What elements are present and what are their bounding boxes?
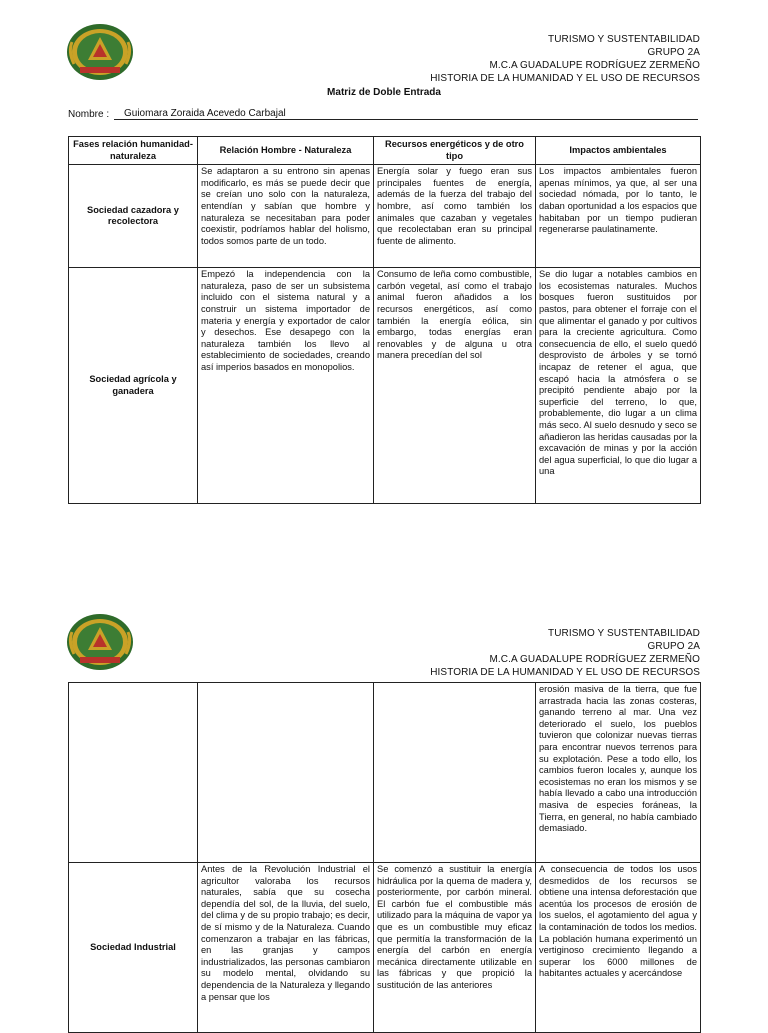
table-header-row (69, 137, 701, 165)
course-header (430, 627, 700, 679)
table-row (69, 268, 701, 504)
double-entry-matrix-continued (68, 682, 701, 1033)
group-label: GRUPO 2A (647, 641, 700, 652)
column-header: Relación Hombre - Naturaleza (198, 137, 374, 165)
course-name: TURISMO Y SUSTENTABILIDAD (548, 34, 700, 45)
name-label: Nombre : (68, 109, 110, 120)
resources-cell: Se comenzó a sustituir la energía hidráulica por la quema de madera y, posteriormente, por carbón mineral. El carbón fue el combustible más utilizado para la máquina de vapor ya que es un combustible muy eficaz que permitía la transformación de la energía del carbón en energía mecánica directamente utilizable en las fábricas y que propició la sustitución de las anteriores (374, 863, 536, 1033)
column-header: Fases relación humanidad-naturaleza (69, 137, 198, 165)
student-name: Guiomara Zoraida Acevedo Carbajal (114, 108, 698, 120)
column-header: Recursos energéticos y de otro tipo (374, 137, 536, 165)
resources-cell (374, 683, 536, 863)
table-row (69, 863, 701, 1033)
group-label: GRUPO 2A (647, 47, 700, 58)
resources-cell: Energía solar y fuego eran sus principales fuentes de energía, además de la fuerza del trabajo del hombre, así como también los animales que cazaban y vegetales que recolectaban eran su principal fuente de alimento. (374, 165, 536, 268)
relation-cell: Empezó la independencia con la naturaleza, paso de ser un subsistema incluido con el sistema natural y a construir un sistema importador de materia y energía y exportador de calor y desechos. Ese desapego con la naturaleza también los llevo al establecimiento de sociedades, creando así imperios basados en monopolios. (198, 268, 374, 504)
impacts-cell: Se dio lugar a notables cambios en los ecosistemas naturales. Muchos bosques fueron sustituidos por pastos, para obtener el forraje con el que alimentar el ganado y por cultivos para la creciente agricultura. Como consecuencia de ello, el suelo quedó desprovisto de árboles y se tornó incapaz de retener el agua, que escapó hacia la atmósfera o se precipitó pendiente abajo por la superficie del terreno, lo que, probablemente, dio lugar a un clima más seco. Al suelo desnudo y seco se añadieron las heridas causadas por la excavación de minas y por la acción del agua superficial, lo que dio lugar a una (536, 268, 701, 504)
phase-cell: Sociedad Industrial (69, 863, 198, 1033)
university-logo (66, 612, 134, 672)
impacts-cell: A consecuencia de todos los usos desmedidos de los recursos se obtiene una intensa deforestación que acentúa los procesos de erosión de los suelos, el agotamiento del agua y la contaminación de todos los medios. La población humana experimentó un vertiginoso crecimiento llegando a superar los 6000 millones de habitantes actuales y acercándose (536, 863, 701, 1033)
teacher-name: M.C.A GUADALUPE RODRÍGUEZ ZERMEÑO (489, 654, 700, 665)
subject-name: HISTORIA DE LA HUMANIDAD Y EL USO DE RECURSOS (430, 667, 700, 678)
relation-cell: Antes de la Revolución Industrial el agricultor valoraba los recursos naturales, sabía que su cosecha dependía del sol, de la lluvia, del suelo, del clima y de su propio trabajo; es decir, de sí mismo y de la Naturaleza. Cuando comenzaron a trabajar en las fábricas, en las granjas y campos industrializados, las personas cambiaron su modelo mental, olvidando su dependencia de la Naturaleza y llegando a pensar que los (198, 863, 374, 1033)
student-name-row (68, 109, 698, 120)
course-header (430, 33, 700, 85)
resources-cell: Consumo de leña como combustible, carbón vegetal, así como el trabajo animal fueron añadidos a los recursos energéticos, así como también la energía eólica, sin embargo, todas energías eran renovables y de alguna u otra manera precedían del sol (374, 268, 536, 504)
impacts-cell: erosión masiva de la tierra, que fue arrastrada hacia las zonas costeras, ganando terreno al mar. Una vez deteriorado el suelo, los pueblos tuvieron que colonizar nuevas tierras para encontrar nuevos terrenos para su explotación. Pese a todo ello, los cambios fueron locales y, aunque los ecosistemas no eran los mismos y se había llevado a cabo una introducción masiva de especies foráneas, la Tierra, en general, no había cambiado demasiado. (536, 683, 701, 863)
course-name: TURISMO Y SUSTENTABILIDAD (548, 628, 700, 639)
phase-cell (69, 683, 198, 863)
document-page-2 (0, 598, 768, 1024)
relation-cell (198, 683, 374, 863)
document-page-1 (0, 0, 768, 505)
table-row (69, 165, 701, 268)
column-header: Impactos ambientales (536, 137, 701, 165)
document-title: Matriz de Doble Entrada (327, 87, 441, 98)
page-gap (0, 505, 768, 598)
teacher-name: M.C.A GUADALUPE RODRÍGUEZ ZERMEÑO (489, 60, 700, 71)
phase-cell: Sociedad cazadora y recolectora (69, 165, 198, 268)
relation-cell: Se adaptaron a su entrono sin apenas modificarlo, es más se puede decir que se creían uno solo con la naturaleza, entendían y sabían que hombre y naturaleza se necesitaban para poder coexistir, podríamos hablar del holismo, todos somos parte de un todo. (198, 165, 374, 268)
subject-name: HISTORIA DE LA HUMANIDAD Y EL USO DE RECURSOS (430, 73, 700, 84)
impacts-cell: Los impactos ambientales fueron apenas mínimos, ya que, al ser una sociedad nómada, por lo tanto, le daban oportunidad a los espacios que habitaban por un tiempo pudieran regenerarse paulatinamente. (536, 165, 701, 268)
table-row (69, 683, 701, 863)
double-entry-matrix (68, 136, 701, 504)
university-logo (66, 22, 134, 82)
phase-cell: Sociedad agrícola y ganadera (69, 268, 198, 504)
